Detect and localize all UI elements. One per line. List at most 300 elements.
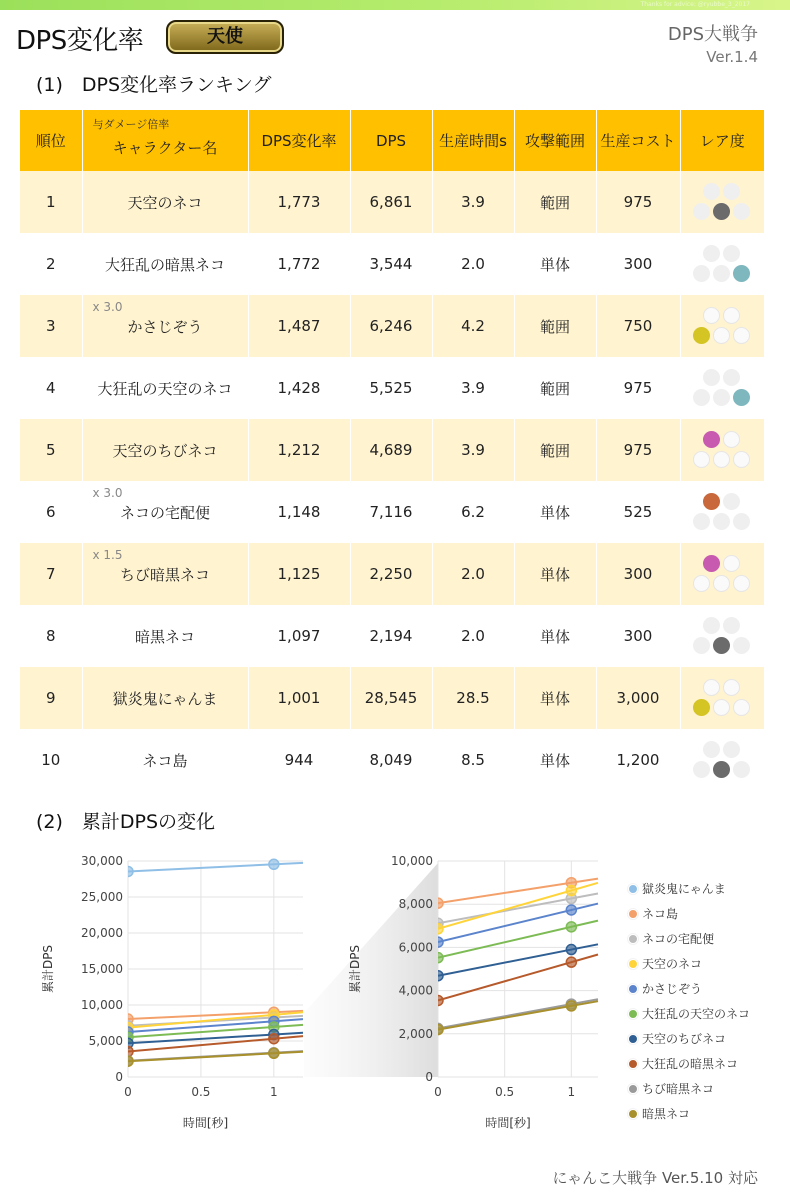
cell-rank-text: 2 bbox=[45, 255, 56, 273]
cell-cost-text: 300 bbox=[623, 627, 653, 645]
cell-time bbox=[432, 729, 514, 791]
cell-rate-text: 1,773 bbox=[277, 193, 321, 211]
rarity-dot bbox=[733, 327, 750, 344]
app-version: Ver.1.4 bbox=[706, 48, 758, 66]
damage-multiplier: x 3.0 bbox=[92, 486, 123, 500]
cell-rarity bbox=[680, 543, 764, 605]
cell-range bbox=[514, 295, 596, 357]
rarity-dot bbox=[723, 369, 740, 386]
cell-name bbox=[82, 729, 248, 791]
cell-cost-text: 1,200 bbox=[616, 751, 660, 769]
y-tick-label: 5,000 bbox=[88, 1034, 123, 1048]
cell-rank-text: 4 bbox=[45, 379, 56, 397]
legend-item bbox=[628, 901, 778, 926]
cell-rate-text: 1,487 bbox=[277, 317, 321, 335]
data-point bbox=[566, 1001, 576, 1011]
cell-rank bbox=[20, 543, 82, 605]
legend-label: ネコ島 bbox=[642, 907, 679, 921]
legend-swatch bbox=[628, 1109, 638, 1119]
rarity-indicator bbox=[691, 363, 753, 413]
cell-cost-text: 975 bbox=[623, 193, 653, 211]
cell-range-text: 範囲 bbox=[539, 379, 570, 398]
y-tick-label: 0 bbox=[425, 1070, 433, 1084]
header-rarity: レア度 bbox=[680, 110, 764, 171]
cell-rate bbox=[248, 233, 350, 295]
cell-cost bbox=[596, 295, 680, 357]
cell-range-text: 単体 bbox=[539, 689, 570, 708]
cell-range bbox=[514, 481, 596, 543]
cell-rate-text: 1,148 bbox=[277, 503, 321, 521]
data-point bbox=[566, 905, 576, 915]
rarity-dot bbox=[693, 637, 710, 654]
series-group bbox=[123, 859, 303, 1066]
cell-range bbox=[514, 729, 596, 791]
rarity-dot bbox=[713, 451, 730, 468]
rarity-dot bbox=[703, 307, 720, 324]
rarity-dot bbox=[693, 513, 710, 530]
rarity-dot bbox=[703, 679, 720, 696]
cell-dps bbox=[350, 419, 432, 481]
cell-range bbox=[514, 171, 596, 233]
rarity-dot bbox=[713, 575, 730, 592]
cell-name-text: 大狂乱の天空のネコ bbox=[97, 379, 233, 398]
x-tick-label: 0 bbox=[124, 1085, 132, 1099]
y-tick-label: 4,000 bbox=[398, 983, 433, 998]
data-point bbox=[566, 957, 576, 967]
cell-rank bbox=[20, 481, 82, 543]
cell-dps bbox=[350, 357, 432, 419]
cell-cost-text: 300 bbox=[623, 565, 653, 583]
cell-cost-text: 975 bbox=[623, 441, 653, 459]
cell-rank bbox=[20, 667, 82, 729]
cell-rank-text: 5 bbox=[45, 441, 56, 459]
table-row bbox=[20, 543, 764, 605]
table-row bbox=[20, 295, 764, 357]
rarity-dot bbox=[723, 245, 740, 262]
cell-rarity bbox=[680, 605, 764, 667]
rarity-dot bbox=[713, 265, 730, 282]
cell-rank-text: 3 bbox=[45, 317, 56, 335]
legend-item bbox=[628, 876, 778, 901]
x-axis-label: 時間[秒] bbox=[485, 1116, 531, 1130]
legend-label: 大狂乱の暗黒ネコ bbox=[642, 1057, 739, 1071]
y-axis-label: 累計DPS bbox=[41, 944, 55, 994]
cell-name bbox=[82, 543, 248, 605]
legend-item bbox=[628, 926, 778, 951]
rarity-indicator bbox=[691, 549, 753, 599]
legend-label: 大狂乱の天空のネコ bbox=[642, 1007, 751, 1021]
cell-time-text: 2.0 bbox=[461, 627, 485, 645]
cell-rank bbox=[20, 357, 82, 419]
rarity-indicator bbox=[691, 177, 753, 227]
data-point bbox=[123, 1046, 133, 1056]
rarity-dot bbox=[723, 741, 740, 758]
top-accent-bar bbox=[0, 0, 790, 10]
cell-rarity bbox=[680, 233, 764, 295]
legend-item bbox=[628, 951, 778, 976]
rarity-dot-filled bbox=[733, 265, 750, 282]
legend-item bbox=[628, 976, 778, 1001]
x-tick-label: 1 bbox=[270, 1085, 278, 1099]
cell-range bbox=[514, 543, 596, 605]
rarity-dot bbox=[733, 761, 750, 778]
section-title-ranking: (1) DPS変化率ランキング bbox=[36, 74, 272, 96]
cell-name bbox=[82, 357, 248, 419]
cell-time-text: 3.9 bbox=[461, 193, 485, 211]
cell-rate bbox=[248, 481, 350, 543]
cell-dps-text: 3,544 bbox=[369, 255, 413, 273]
cell-rank-text: 10 bbox=[41, 751, 61, 769]
rarity-dot-filled bbox=[713, 761, 730, 778]
chart-legend bbox=[628, 876, 778, 1126]
y-axis-label: 累計DPS bbox=[348, 944, 362, 994]
rarity-dot bbox=[713, 699, 730, 716]
legend-item bbox=[628, 1101, 778, 1126]
cell-rate-text: 1,001 bbox=[277, 689, 321, 707]
cell-name-text: 天空のちびネコ bbox=[112, 441, 218, 460]
legend-swatch bbox=[628, 959, 638, 969]
cell-rarity bbox=[680, 295, 764, 357]
cell-dps bbox=[350, 667, 432, 729]
y-tick-label: 25,000 bbox=[81, 890, 123, 904]
table-row bbox=[20, 481, 764, 543]
page-title: DPS変化率 bbox=[16, 26, 144, 56]
y-tick-label: 30,000 bbox=[81, 854, 123, 868]
cell-cost bbox=[596, 729, 680, 791]
cell-time-text: 3.9 bbox=[461, 441, 485, 459]
rarity-indicator bbox=[691, 239, 753, 289]
cell-name-text: 暗黒ネコ bbox=[134, 627, 195, 646]
ranking-table-body bbox=[20, 171, 764, 791]
header-rate: DPS変化率 bbox=[248, 110, 350, 171]
ranking-table bbox=[20, 110, 765, 791]
rarity-dot bbox=[693, 203, 710, 220]
cell-name bbox=[82, 295, 248, 357]
damage-multiplier: x 1.5 bbox=[92, 548, 123, 562]
cell-range-text: 単体 bbox=[539, 751, 570, 770]
cell-range-text: 単体 bbox=[539, 565, 570, 584]
cell-dps-text: 28,545 bbox=[364, 689, 418, 707]
cell-rate bbox=[248, 171, 350, 233]
cell-time-text: 2.0 bbox=[461, 255, 485, 273]
cell-time bbox=[432, 667, 514, 729]
cell-rank-text: 6 bbox=[45, 503, 56, 521]
x-axis-label: 時間[秒] bbox=[182, 1116, 229, 1130]
legend-label: 天空のちびネコ bbox=[642, 1032, 727, 1046]
rarity-dot bbox=[703, 617, 720, 634]
app-name: DPS大戦争 bbox=[667, 24, 758, 45]
rarity-dot bbox=[733, 699, 750, 716]
legend-swatch bbox=[628, 909, 638, 919]
rarity-dot bbox=[693, 575, 710, 592]
data-point bbox=[269, 1034, 279, 1044]
rarity-dot bbox=[693, 451, 710, 468]
cell-cost bbox=[596, 357, 680, 419]
rarity-dot bbox=[723, 183, 740, 200]
cell-dps-text: 6,246 bbox=[369, 317, 413, 335]
data-point bbox=[566, 922, 576, 932]
rarity-dot bbox=[733, 575, 750, 592]
cell-cost bbox=[596, 481, 680, 543]
data-point bbox=[433, 937, 443, 947]
cell-rate bbox=[248, 667, 350, 729]
cell-cost-text: 525 bbox=[623, 503, 653, 521]
table-row bbox=[20, 605, 764, 667]
cell-time-text: 3.9 bbox=[461, 379, 485, 397]
cell-range-text: 範囲 bbox=[539, 193, 570, 212]
rarity-dot-filled bbox=[703, 493, 720, 510]
data-point bbox=[433, 995, 443, 1005]
data-point bbox=[269, 1048, 279, 1058]
header-cost: 生産コスト bbox=[596, 110, 680, 171]
cell-time bbox=[432, 419, 514, 481]
cell-cost-text: 3,000 bbox=[616, 689, 660, 707]
legend-label: ちび暗黒ネコ bbox=[642, 1082, 715, 1096]
cell-rate-text: 1,212 bbox=[277, 441, 321, 459]
cell-cost bbox=[596, 543, 680, 605]
legend-swatch bbox=[628, 1009, 638, 1019]
rarity-dot bbox=[693, 265, 710, 282]
cell-dps-text: 2,194 bbox=[369, 627, 413, 645]
cell-name-text: 天空のネコ bbox=[127, 193, 203, 212]
cell-rate bbox=[248, 729, 350, 791]
cell-dps-text: 4,689 bbox=[369, 441, 413, 459]
rarity-indicator bbox=[691, 611, 753, 661]
legend-item bbox=[628, 1051, 778, 1076]
cell-rank bbox=[20, 171, 82, 233]
y-tick-label: 6,000 bbox=[398, 940, 433, 955]
cell-dps bbox=[350, 605, 432, 667]
rarity-dot bbox=[693, 761, 710, 778]
table-row bbox=[20, 171, 764, 233]
rarity-indicator bbox=[691, 487, 753, 537]
cell-rank bbox=[20, 233, 82, 295]
x-tick-label: 1 bbox=[567, 1085, 576, 1099]
cell-dps-text: 2,250 bbox=[369, 565, 413, 583]
series-group bbox=[433, 845, 598, 1035]
legend-swatch bbox=[628, 1084, 638, 1094]
data-point bbox=[123, 1056, 133, 1066]
data-point bbox=[433, 953, 443, 963]
cell-time-text: 6.2 bbox=[461, 503, 485, 521]
header-range: 攻撃範囲 bbox=[514, 110, 596, 171]
rarity-dot-filled bbox=[693, 327, 710, 344]
cell-rank bbox=[20, 605, 82, 667]
cell-name bbox=[82, 233, 248, 295]
y-tick-label: 15,000 bbox=[81, 962, 123, 976]
cell-rarity bbox=[680, 419, 764, 481]
cell-time-text: 28.5 bbox=[456, 689, 490, 707]
cell-range-text: 単体 bbox=[539, 627, 570, 646]
legend-label: かさじぞう bbox=[642, 982, 703, 996]
cell-range bbox=[514, 419, 596, 481]
rarity-dot bbox=[723, 307, 740, 324]
x-tick-label: 0.5 bbox=[191, 1085, 211, 1099]
rarity-dot-filled bbox=[713, 203, 730, 220]
header-dps: DPS bbox=[350, 110, 432, 171]
cell-cost-text: 300 bbox=[623, 255, 653, 273]
cell-name bbox=[82, 171, 248, 233]
rarity-dot bbox=[733, 203, 750, 220]
legend-swatch bbox=[628, 934, 638, 944]
rarity-dot bbox=[723, 617, 740, 634]
rarity-dot-filled bbox=[693, 699, 710, 716]
cell-time bbox=[432, 543, 514, 605]
rarity-dot bbox=[723, 555, 740, 572]
cell-cost bbox=[596, 605, 680, 667]
table-row bbox=[20, 357, 764, 419]
cell-dps bbox=[350, 481, 432, 543]
rarity-dot bbox=[733, 513, 750, 530]
y-tick-label: 0 bbox=[115, 1070, 123, 1084]
cell-rate bbox=[248, 295, 350, 357]
table-header-row bbox=[20, 110, 764, 171]
legend-item bbox=[628, 1076, 778, 1101]
cell-dps bbox=[350, 233, 432, 295]
footer-note: にゃんこ大戦争 Ver.5.10 対応 bbox=[552, 1169, 758, 1187]
cell-name-text: かさじぞう bbox=[127, 317, 203, 336]
rarity-dot bbox=[703, 245, 720, 262]
cell-cost bbox=[596, 171, 680, 233]
rarity-indicator bbox=[691, 735, 753, 785]
cell-dps bbox=[350, 729, 432, 791]
cell-rate-text: 1,428 bbox=[277, 379, 321, 397]
legend-item bbox=[628, 1026, 778, 1051]
rarity-dot bbox=[713, 327, 730, 344]
y-tick-label: 10,000 bbox=[391, 854, 433, 868]
cell-cost bbox=[596, 419, 680, 481]
rarity-dot bbox=[713, 513, 730, 530]
rarity-dot-filled bbox=[713, 637, 730, 654]
y-tick-label: 8,000 bbox=[398, 897, 433, 912]
cell-rate bbox=[248, 605, 350, 667]
cell-time bbox=[432, 357, 514, 419]
rarity-dot bbox=[733, 637, 750, 654]
cell-dps-text: 7,116 bbox=[369, 503, 413, 521]
legend-item bbox=[628, 1001, 778, 1026]
data-point bbox=[433, 1025, 443, 1035]
x-tick-label: 0 bbox=[434, 1085, 442, 1099]
data-point bbox=[566, 945, 576, 955]
cumulative-dps-chart-full bbox=[40, 845, 320, 1140]
cumulative-dps-chart-zoomed bbox=[345, 845, 610, 1140]
cell-rate bbox=[248, 357, 350, 419]
cell-name-text: ちび暗黒ネコ bbox=[119, 565, 210, 584]
table-row bbox=[20, 729, 764, 791]
cell-time-text: 4.2 bbox=[461, 317, 485, 335]
cell-rank bbox=[20, 729, 82, 791]
data-point bbox=[566, 886, 576, 896]
cell-time bbox=[432, 233, 514, 295]
data-point bbox=[123, 866, 133, 876]
cell-time bbox=[432, 481, 514, 543]
cell-rarity bbox=[680, 171, 764, 233]
rarity-dot bbox=[723, 679, 740, 696]
legend-swatch bbox=[628, 1059, 638, 1069]
data-point bbox=[433, 971, 443, 981]
rarity-dot bbox=[713, 389, 730, 406]
cell-dps-text: 5,525 bbox=[369, 379, 413, 397]
cell-rate-text: 1,097 bbox=[277, 627, 321, 645]
data-point bbox=[433, 924, 443, 934]
cell-name bbox=[82, 605, 248, 667]
cell-dps bbox=[350, 171, 432, 233]
legend-label: 暗黒ネコ bbox=[642, 1107, 691, 1121]
cell-range-text: 単体 bbox=[539, 255, 570, 274]
legend-label: ネコの宅配便 bbox=[642, 932, 715, 946]
rarity-dot-filled bbox=[703, 555, 720, 572]
cell-rate bbox=[248, 543, 350, 605]
header-name-sub: 与ダメージ倍率 bbox=[92, 118, 170, 131]
cell-dps-text: 6,861 bbox=[369, 193, 413, 211]
header-name bbox=[82, 110, 248, 171]
cell-range bbox=[514, 357, 596, 419]
cell-name-text: 獄炎鬼にゃんま bbox=[112, 689, 218, 708]
table-row bbox=[20, 419, 764, 481]
rarity-indicator bbox=[691, 673, 753, 723]
credit-text: Thanks for advice: @ryubbe_3_2017 bbox=[640, 1, 750, 8]
cell-cost bbox=[596, 233, 680, 295]
rarity-dot bbox=[733, 451, 750, 468]
cell-rank bbox=[20, 419, 82, 481]
cell-rarity bbox=[680, 729, 764, 791]
cell-dps bbox=[350, 295, 432, 357]
cell-name bbox=[82, 481, 248, 543]
damage-multiplier: x 3.0 bbox=[92, 300, 123, 314]
cell-rate-text: 1,125 bbox=[277, 565, 321, 583]
cell-rank-text: 8 bbox=[45, 627, 56, 645]
legend-label: 獄炎鬼にゃんま bbox=[642, 882, 726, 896]
cell-time bbox=[432, 295, 514, 357]
cell-name-text: ネコ島 bbox=[142, 751, 188, 770]
cell-range-text: 範囲 bbox=[539, 441, 570, 460]
cell-rarity bbox=[680, 667, 764, 729]
cell-rarity bbox=[680, 481, 764, 543]
cell-rank-text: 9 bbox=[45, 689, 56, 707]
y-tick-label: 20,000 bbox=[81, 926, 123, 940]
cell-name-text: 大狂乱の暗黒ネコ bbox=[104, 255, 225, 274]
header-rank: 順位 bbox=[20, 110, 82, 171]
cell-time bbox=[432, 605, 514, 667]
section-title-cumulative: (2) 累計DPSの変化 bbox=[36, 811, 216, 833]
rarity-dot bbox=[693, 389, 710, 406]
cell-time-text: 8.5 bbox=[461, 751, 485, 769]
rarity-dot bbox=[723, 493, 740, 510]
header-name-main: キャラクター名 bbox=[112, 139, 218, 157]
cell-cost bbox=[596, 667, 680, 729]
cell-time-text: 2.0 bbox=[461, 565, 485, 583]
rarity-dot bbox=[703, 183, 720, 200]
table-row bbox=[20, 667, 764, 729]
cell-cost-text: 975 bbox=[623, 379, 653, 397]
category-badge: 天使 bbox=[166, 20, 284, 54]
cell-rank-text: 7 bbox=[45, 565, 56, 583]
cell-rate-text: 944 bbox=[284, 751, 314, 769]
cell-range-text: 範囲 bbox=[539, 317, 570, 336]
y-tick-label: 10,000 bbox=[81, 998, 123, 1012]
cell-dps-text: 8,049 bbox=[369, 751, 413, 769]
header-time: 生産時間s bbox=[432, 110, 514, 171]
cell-time bbox=[432, 171, 514, 233]
rarity-dot bbox=[703, 741, 720, 758]
x-tick-label: 0.5 bbox=[495, 1085, 515, 1099]
cell-dps bbox=[350, 543, 432, 605]
legend-label: 天空のネコ bbox=[642, 957, 703, 971]
data-point bbox=[269, 859, 279, 869]
rarity-indicator bbox=[691, 301, 753, 351]
cell-rate bbox=[248, 419, 350, 481]
rarity-dot-filled bbox=[703, 431, 720, 448]
